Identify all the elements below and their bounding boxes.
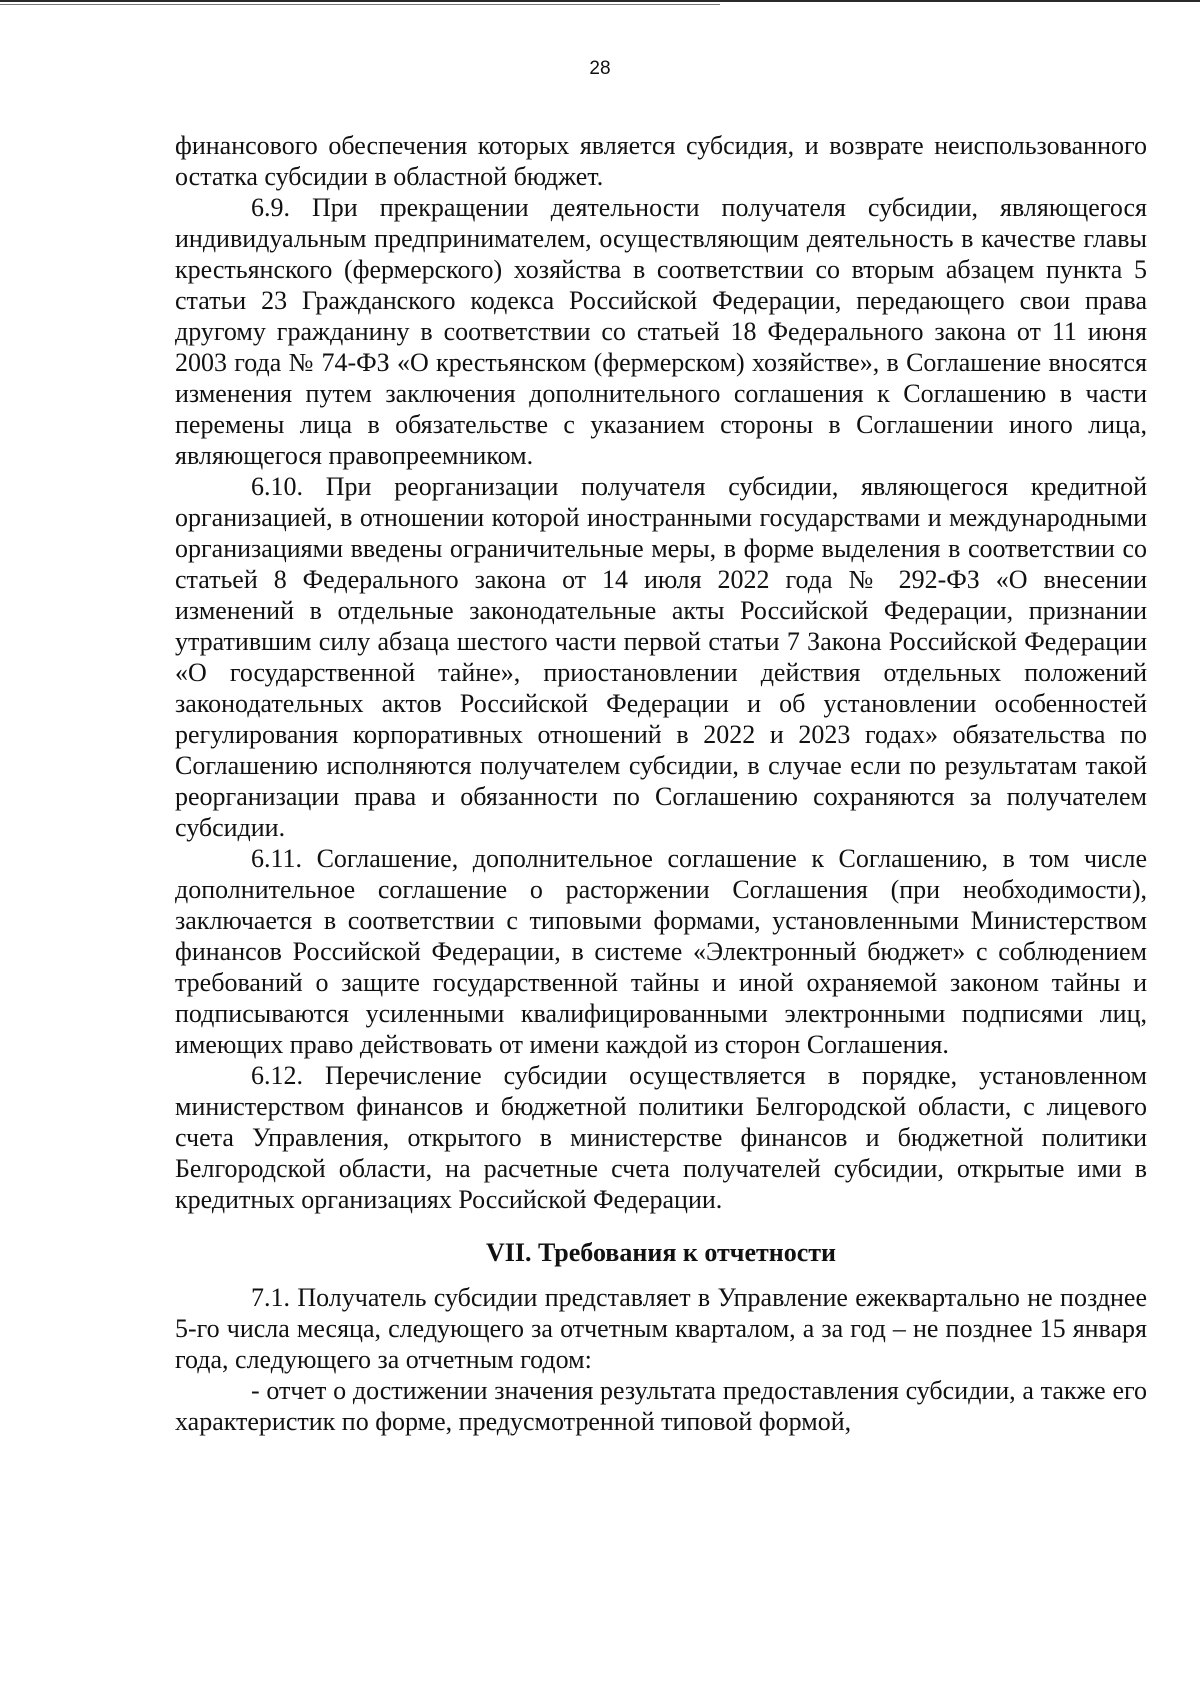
scan-top-border [0, 0, 1200, 2]
paragraph-6-11: 6.11. Соглашение, дополнительное соглашение к Соглашению, в том числе дополнительное соглашение о расторжении Соглашения (при необходимости), заключается в соответствии с типовыми формами, установленными Министерством финансов Российской Федерации, в системе «Электронный бюджет» с соблюдением требований о защите государственной тайны и иной охраняемой законом тайны и подписываются усиленными квалифицированными электронными подписями лиц, имеющих право действовать от имени каждой из сторон Соглашения. [175, 844, 1147, 1059]
document-body [175, 130, 1147, 1437]
paragraph-7-1: 7.1. Получатель субсидии представляет в Управление ежеквартально не позднее 5-го числа месяца, следующего за отчетным кварталом, а за год – не позднее 15 января года, следующего за отчетным годом: [175, 1283, 1147, 1374]
paragraph-continuation: финансового обеспечения которых является субсидия, и возврате неиспользованного остатка субсидии в областной бюджет. [175, 131, 1147, 191]
paragraph-report-item: - отчет о достижении значения результата предоставления субсидии, а также его характеристик по форме, предусмотренной типовой формой, [175, 1376, 1147, 1436]
page-number: 28 [589, 58, 611, 79]
paragraph-6-10: 6.10. При реорганизации получателя субсидии, являющегося кредитной организацией, в отношении которой иностранными государствами и международными организациями введены ограничительные меры, в форме выделения в соответствии со статьей 8 Федерального закона от 14 июля 2022 года № 292-ФЗ «О внесении изменений в отдельные законодательные акты Российской Федерации, признании утратившим силу абзаца шестого части первой статьи 7 Закона Российской Федерации «О государственной тайне», приостановлении действия отдельных положений законодательных актов Российской Федерации и об установлении особенностей регулирования корпоративных отношений в 2022 и 2023 годах» обязательства по Соглашению исполняются получателем субсидии, в случае если по результатам такой реорганизации права и обязанности по Соглашению сохраняются за получателем субсидии. [175, 472, 1147, 842]
section-title: VII. Требования к отчетности [485, 1238, 837, 1267]
scan-top-line [0, 4, 720, 5]
paragraph-6-12: 6.12. Перечисление субсидии осуществляется в порядке, установленном министерством финансов и бюджетной политики Белгородской области, с лицевого счета Управления, открытого в министерстве финансов и бюджетной политики Белгородской области, на расчетные счета получателей субсидии, открытые ими в кредитных организациях Российской Федерации. [175, 1061, 1147, 1214]
paragraph-6-9: 6.9. При прекращении деятельности получателя субсидии, являющегося индивидуальным предпринимателем, осуществляющим деятельность в качестве главы крестьянского (фермерского) хозяйства в соответствии со вторым абзацем пункта 5 статьи 23 Гражданского кодекса Российской Федерации, передающего свои права другому гражданину в соответствии со статьей 18 Федерального закона от 11 июня 2003 года № 74-ФЗ «О крестьянском (фермерском) хозяйстве», в Соглашение вносятся изменения путем заключения дополнительного соглашения к Соглашению в части перемены лица в обязательстве с указанием стороны в Соглашении иного лица, являющегося правопреемником. [175, 193, 1147, 470]
